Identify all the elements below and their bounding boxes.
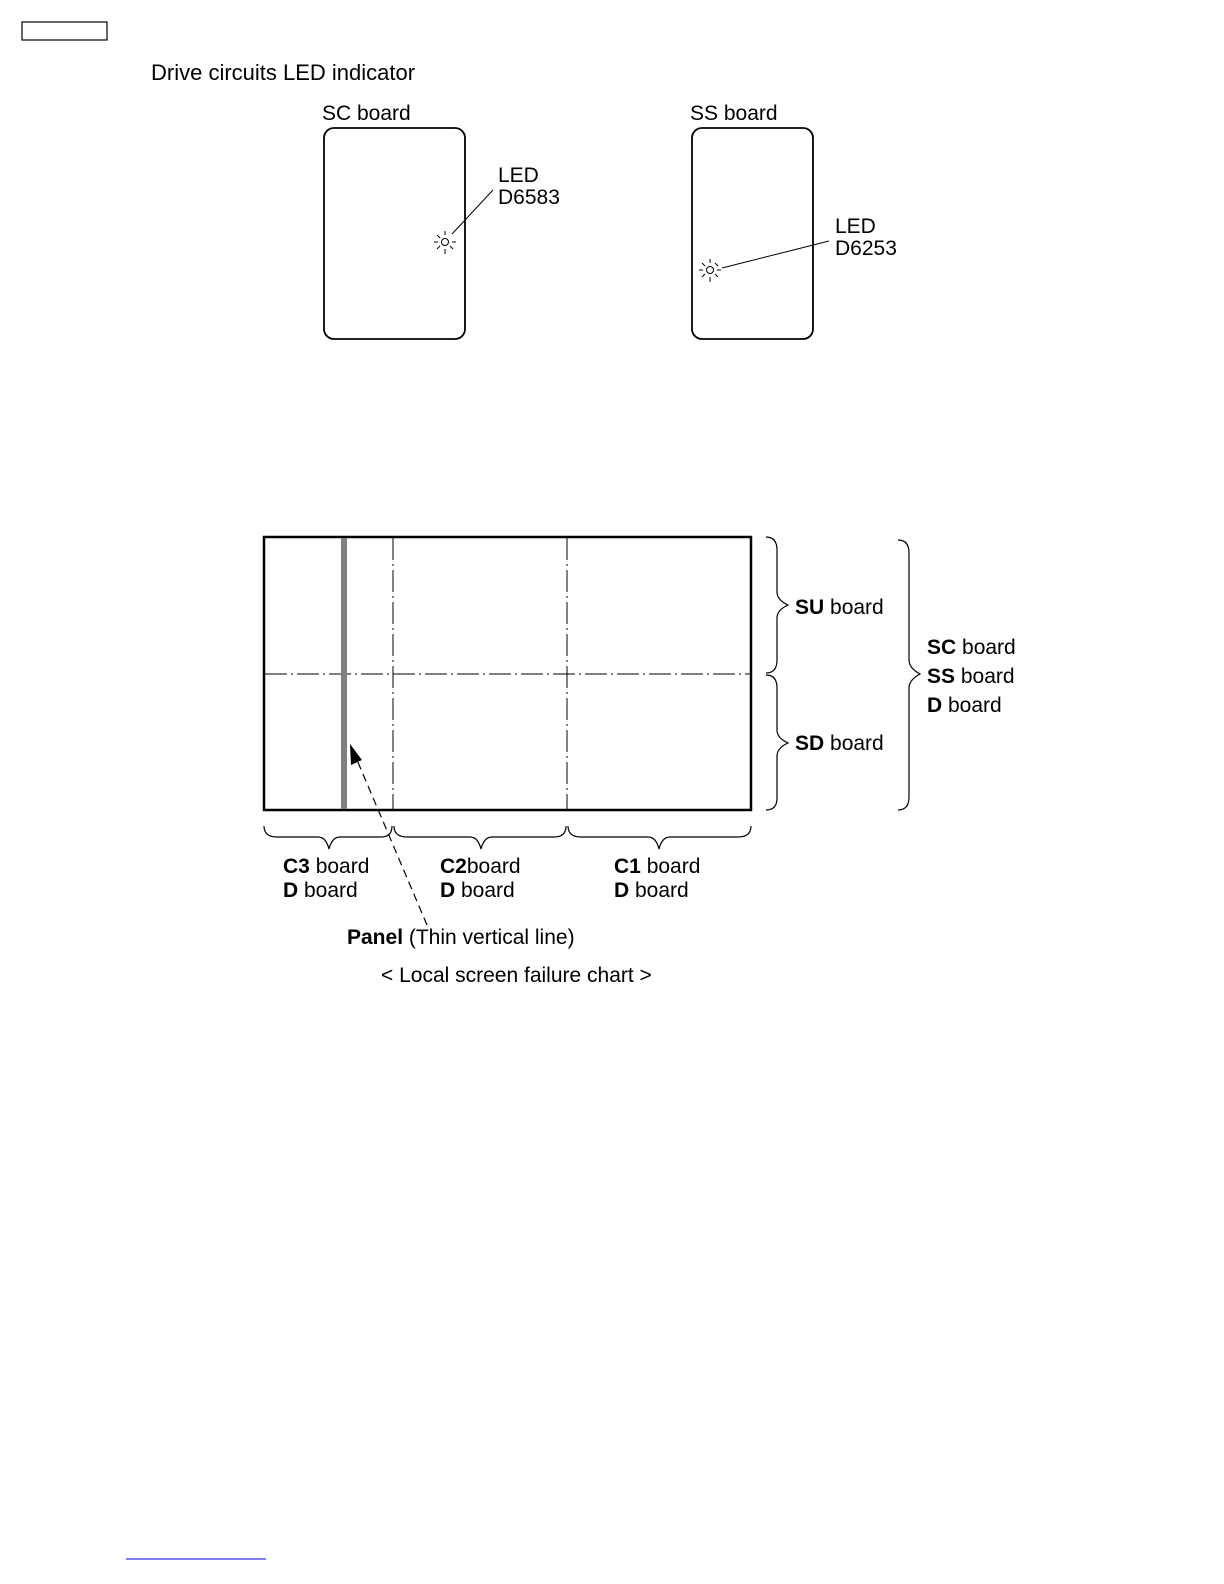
ss-board-title: SS board <box>690 102 778 125</box>
sc-led-label: LED <box>498 164 539 187</box>
panel-note-label: Panel (Thin vertical line) <box>347 926 575 949</box>
c1-d-board-label: D board <box>614 879 689 902</box>
c1-board-brace <box>568 826 751 849</box>
sd-board-label: SD board <box>795 732 884 755</box>
c3-board-brace <box>264 826 392 849</box>
c2-board-brace <box>394 826 566 849</box>
ss-board-outline <box>692 128 813 339</box>
panel-arrow-head <box>350 744 362 765</box>
c3-board-label: C3 board <box>283 855 370 878</box>
ss-led-label: LED <box>835 215 876 238</box>
ss-led-id: D6253 <box>835 237 897 260</box>
d-board-chart-label: D board <box>927 694 1002 717</box>
sd-board-brace <box>766 675 788 810</box>
ss-led-icon <box>699 259 721 282</box>
chart-caption: < Local screen failure chart > <box>381 964 652 987</box>
sc-board-title: SC board <box>322 102 411 125</box>
page-label-box <box>22 22 107 40</box>
sc-board-chart-label: SC board <box>927 636 1016 659</box>
sc-led-id: D6583 <box>498 186 560 209</box>
c3-d-board-label: D board <box>283 879 358 902</box>
c2-board-label: C2board <box>440 855 521 878</box>
panel-division-lines <box>265 538 750 809</box>
panel-arrow-line <box>357 760 427 925</box>
su-board-label: SU board <box>795 596 884 619</box>
sc-led-icon <box>434 231 456 254</box>
sc-board-outline <box>324 128 465 339</box>
c1-board-label: C1 board <box>614 855 701 878</box>
led-section-title: Drive circuits LED indicator <box>151 60 416 85</box>
combined-board-brace <box>898 540 920 810</box>
su-board-brace <box>766 537 788 673</box>
ss-board-chart-label: SS board <box>927 665 1015 688</box>
sc-led-leader-line <box>452 190 493 234</box>
c2-d-board-label: D board <box>440 879 515 902</box>
